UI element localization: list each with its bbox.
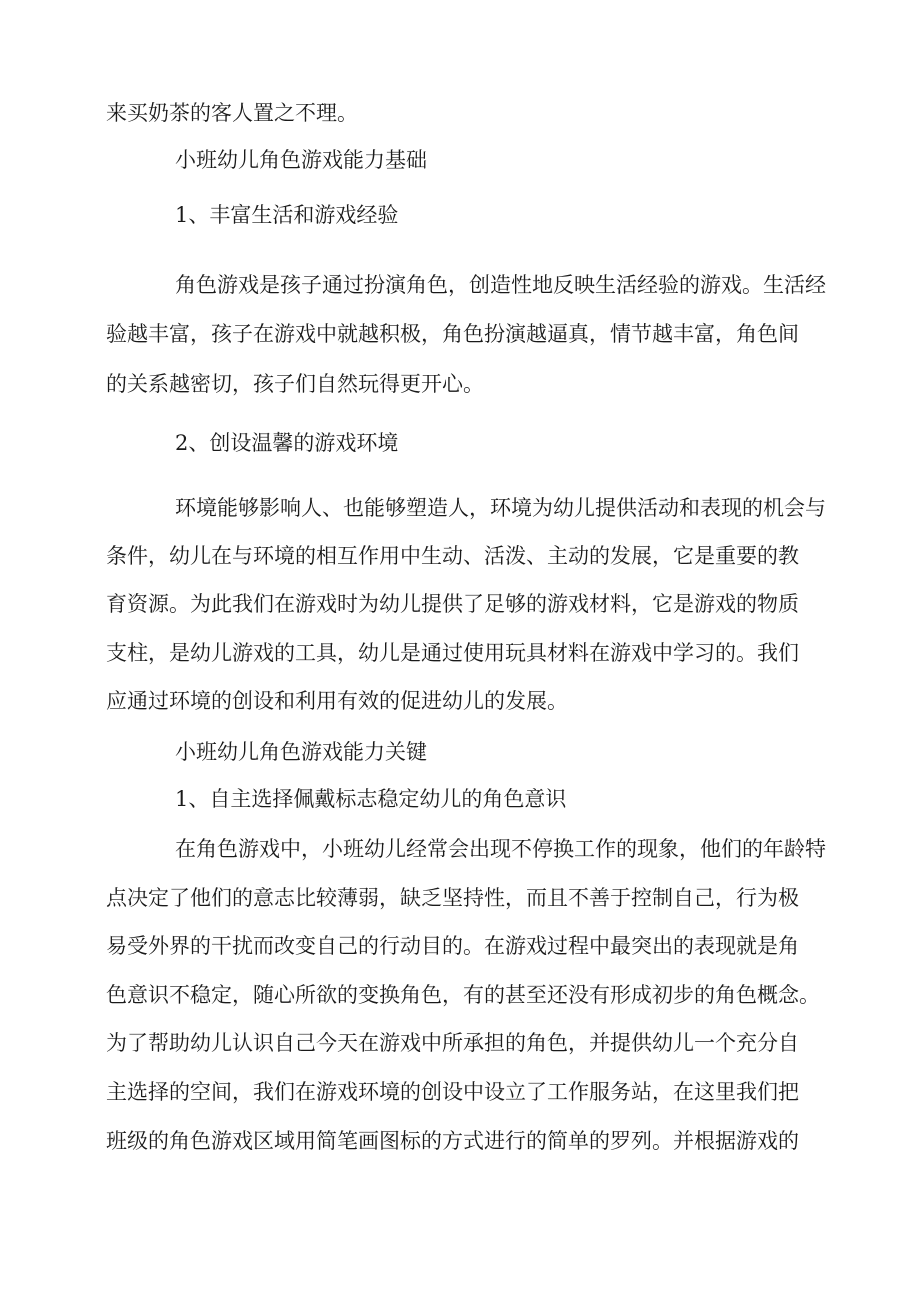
subsection-heading: 1、自主选择佩戴标志稳定幼儿的角色意识 [175, 787, 567, 811]
paragraph-line: 来买奶茶的客人置之不理。 [106, 101, 358, 125]
paragraph-line: 在角色游戏中，小班幼儿经常会出现不停换工作的现象，他们的年龄特 [175, 837, 826, 861]
paragraph-line: 环境能够影响人、也能够塑造人，环境为幼儿提供活动和表现的机会与 [175, 496, 826, 520]
paragraph-line: 育资源。为此我们在游戏时为幼儿提供了足够的游戏材料，它是游戏的物质 [106, 592, 799, 616]
section-heading: 小班幼儿角色游戏能力基础 [175, 148, 427, 172]
paragraph-line: 易受外界的干扰而改变自己的行动目的。在游戏过程中最突出的表现就是角 [106, 934, 799, 958]
paragraph-line: 验越丰富，孩子在游戏中就越积极，角色扮演越逼真，情节越丰富，角色间 [106, 322, 799, 346]
paragraph-line: 色意识不稳定，随心所欲的变换角色，有的甚至还没有形成初步的角色概念。 [106, 983, 820, 1007]
section-heading: 小班幼儿角色游戏能力关键 [175, 740, 427, 764]
paragraph-line: 角色游戏是孩子通过扮演角色，创造性地反映生活经验的游戏。生活经 [175, 273, 826, 297]
paragraph-line: 条件，幼儿在与环境的相互作用中生动、活泼、主动的发展，它是重要的教 [106, 544, 799, 568]
paragraph-line: 应通过环境的创设和利用有效的促进幼儿的发展。 [106, 689, 568, 713]
paragraph-line: 为了帮助幼儿认识自己今天在游戏中所承担的角色，并提供幼儿一个充分自 [106, 1031, 799, 1055]
subsection-heading: 2、创设温馨的游戏环境 [175, 431, 399, 455]
paragraph-line: 支柱，是幼儿游戏的工具，幼儿是通过使用玩具材料在游戏中学习的。我们 [106, 641, 799, 665]
paragraph-line: 的关系越密切，孩子们自然玩得更开心。 [106, 372, 484, 396]
paragraph-line: 点决定了他们的意志比较薄弱，缺乏坚持性，而且不善于控制自己，行为极 [106, 886, 799, 910]
paragraph-line: 主选择的空间，我们在游戏环境的创设中设立了工作服务站，在这里我们把 [106, 1080, 799, 1104]
paragraph-line: 班级的角色游戏区域用简笔画图标的方式进行的简单的罗列。并根据游戏的 [106, 1129, 799, 1153]
subsection-heading: 1、丰富生活和游戏经验 [175, 203, 399, 227]
